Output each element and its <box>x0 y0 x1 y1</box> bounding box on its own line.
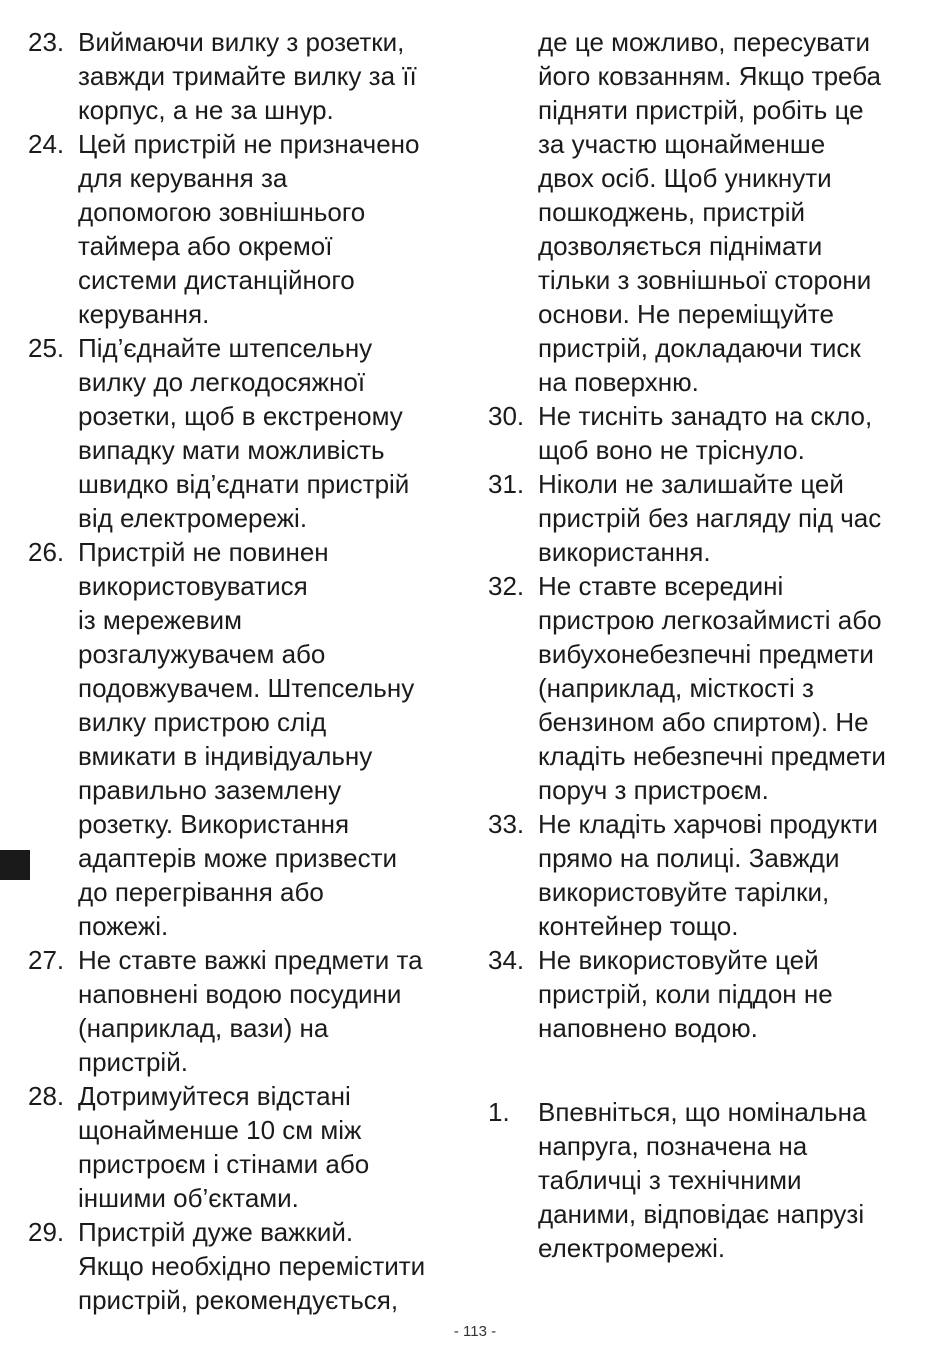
item-number: 31. <box>488 469 525 499</box>
item-number: 32. <box>488 571 525 601</box>
item-text: Не тисніть занадто на скло, щоб воно не тріснуло. <box>538 401 873 465</box>
list-item <box>28 535 468 943</box>
list-item <box>488 467 928 569</box>
list-item <box>488 569 928 807</box>
list-item <box>488 943 928 1045</box>
list-item <box>488 1095 928 1265</box>
item-number: 25. <box>28 333 65 363</box>
item-text: Пристрій не повинен використовуватися із мережевим розгалужувачем або подовжувачем. Штепсельну вилку пристрою слід вмикати в індивідуальну правильно заземлену розетку. Використання адаптерів може призвести до перегрівання або пожежі. <box>78 537 415 941</box>
item-text: Не використовуйте цей пристрій, коли піддон не наповнено водою. <box>538 945 833 1043</box>
item-number: 23. <box>28 27 65 57</box>
item-text: Ніколи не залишайте цей пристрій без нагляду під час використання. <box>538 469 882 567</box>
list-item <box>28 25 468 127</box>
item-text: Пристрій дуже важкий. Якщо необхідно перемістити пристрій, рекомендується, <box>78 1217 426 1315</box>
item-number: 34. <box>488 945 525 975</box>
item-text: Впевніться, що номінальна напруга, позначена на табличці з технічними даними, відповідає напрузі електромережі. <box>538 1097 867 1263</box>
item-number: 28. <box>28 1081 65 1111</box>
list-item <box>488 399 928 467</box>
item-number: 29. <box>28 1217 65 1247</box>
item-continuation: де це можливо, пересувати його ковзанням. Якщо треба підняти пристрій, робіть це за участю щонайменше двох осіб. Щоб уникнути пошкоджень, пристрій дозволяється піднімати тільки з зовнішньої сторони основи. Не переміщуйте пристрій, докладаючи тиск на поверхню. <box>538 27 881 397</box>
list-item <box>488 807 928 943</box>
right-column <box>488 25 928 1265</box>
list-item <box>28 1079 468 1215</box>
item-text: Не ставте важкі предмети та наповнені водою посудини (наприклад, вази) на пристрій. <box>78 945 423 1077</box>
left-column <box>28 25 468 1317</box>
section-gap <box>488 1045 928 1095</box>
item-text: Не ставте всередині пристрою легкозаймисті або вибухонебезпечні предмети (наприклад, місткості з бензином або спиртом). Не кладіть небезпечні предмети поруч з пристроєм. <box>538 571 886 805</box>
list-item <box>28 1215 468 1317</box>
list-item <box>28 331 468 535</box>
item-number: 1. <box>488 1097 510 1127</box>
item-number: 26. <box>28 537 65 567</box>
list-item <box>28 127 468 331</box>
item-number: 30. <box>488 401 525 431</box>
item-number: 33. <box>488 809 525 839</box>
item-text: Дотримуйтеся відстані щонайменше 10 см між пристроєм і стінами або іншими об’єктами. <box>78 1081 370 1213</box>
item-text: Під’єднайте штепсельну вилку до легкодосяжної розетки, щоб в екстреному випадку мати можливість швидко від’єднати пристрій від електромережі. <box>78 333 410 533</box>
page-number: - 113 - <box>453 1323 497 1340</box>
item-number: 24. <box>28 129 65 159</box>
item-text: Не кладіть харчові продукти прямо на полиці. Завжди використовуйте тарілки, контейнер тощо. <box>538 809 878 941</box>
item-text: Виймаючи вилку з розетки, завжди тримайте вилку за її корпус, а не за шнур. <box>78 27 417 125</box>
section-tab-marker <box>0 850 30 880</box>
list-item <box>28 943 468 1079</box>
item-number: 27. <box>28 945 65 975</box>
item-text: Цей пристрій не призначено для керування за допомогою зовнішнього таймера або окремої системи дистанційного керування. <box>78 129 420 329</box>
